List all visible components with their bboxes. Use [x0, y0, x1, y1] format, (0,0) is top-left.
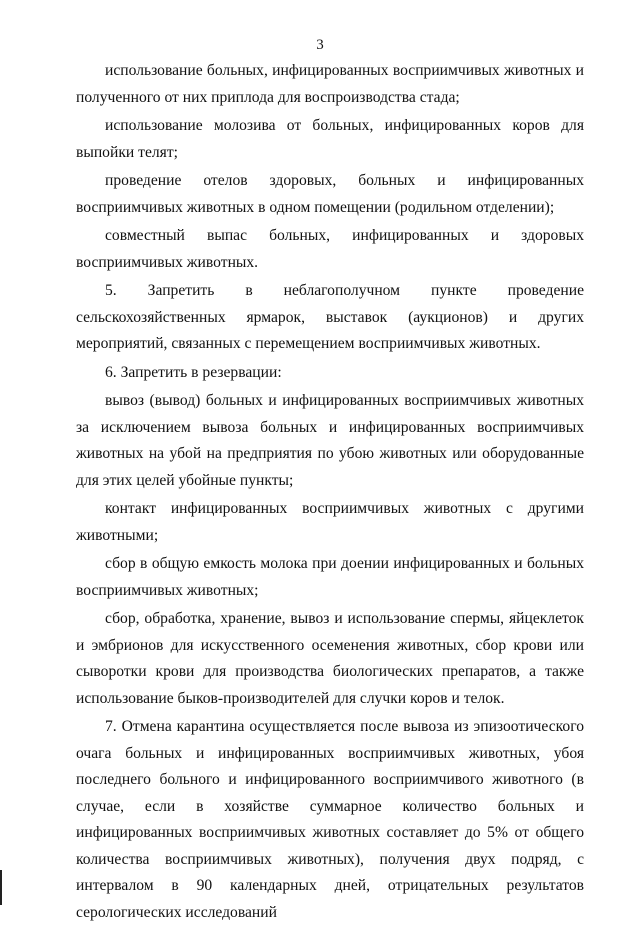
paragraph: использование больных, инфицированных восприимчивых животных и полученного от них приплода для воспроизводства стада;: [76, 62, 584, 106]
paragraph: совместный выпас больных, инфицированных и здоровых восприимчивых животных.: [76, 227, 584, 271]
paragraph: проведение отелов здоровых, больных и инфицированных восприимчивых животных в одном помещении (родильном отделении);: [76, 172, 584, 216]
paragraph: 6. Запретить в резервации:: [105, 363, 282, 381]
paragraph: контакт инфицированных восприимчивых животных с другими животными;: [76, 500, 584, 544]
paragraph: 5. Запретить в неблагополучном пункте проведение сельскохозяйственных ярмарок, выставок (аукционов) и других мероприятий, связанных с перемещением восприимчивых животных.: [76, 282, 584, 352]
paragraph: вывоз (вывод) больных и инфицированных восприимчивых животных за исключением вывоза больных и инфицированных восприимчивых животных на убой на предприятия по убою животных или оборудованные для этих целей убойные пункты;: [76, 392, 584, 489]
paragraph: использование молозива от больных, инфицированных коров для выпойки телят;: [76, 117, 584, 161]
document-body: [76, 58, 584, 926]
paragraph: сбор, обработка, хранение, вывоз и использование спермы, яйцеклеток и эмбрионов для искусственного осеменения животных, сбор крови или сыворотки крови для производства биологических препаратов, а также использование быков-производителей для случки коров и телок.: [76, 610, 584, 707]
paragraph: 7. Отмена карантина осуществляется после вывоза из эпизоотического очага больных и инфицированных восприимчивых животных, убоя последнего больного и инфицированного восприимчивого животного (в случае, если в хозяйстве суммарное количество больных и инфицированных восприимчивых животных составляет до 5% от общего количества восприимчивых животных), получения двух подряд, с интервалом в 90 календарных дней, отрицательных результатов серологических исследований: [76, 718, 584, 921]
page-number: 3: [316, 37, 324, 53]
paragraph: сбор в общую емкость молока при доении инфицированных и больных восприимчивых животных;: [76, 555, 584, 599]
scan-edge: [0, 870, 2, 905]
